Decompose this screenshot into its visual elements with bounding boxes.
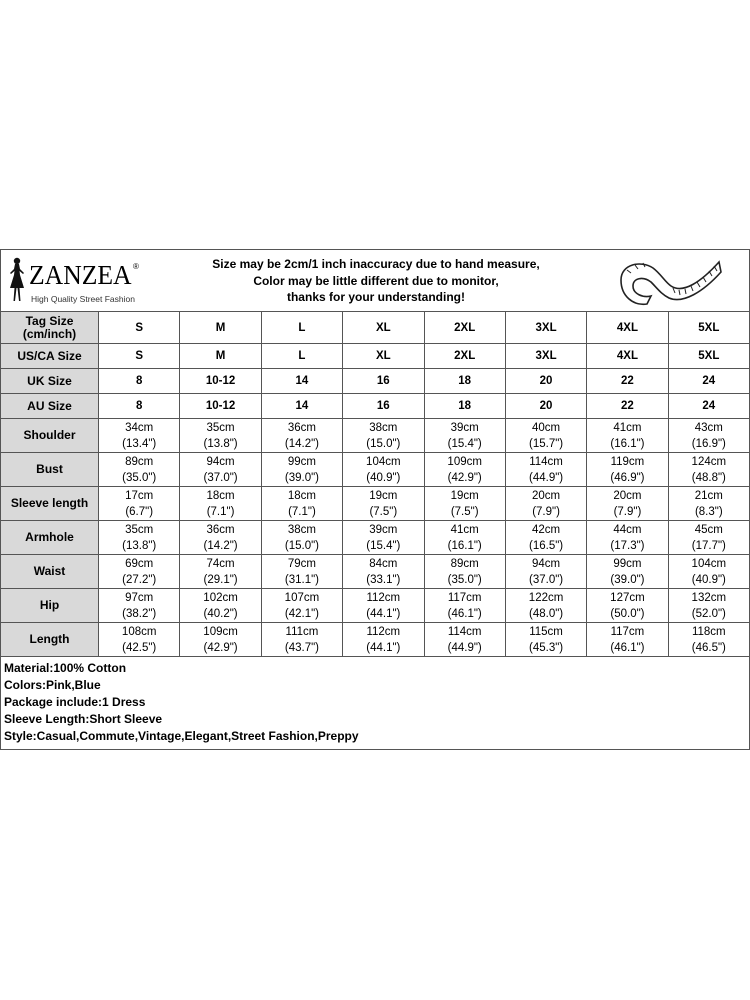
- inch-value: (35.0"): [447, 573, 482, 586]
- measurement-cell: [180, 555, 261, 589]
- inch-value: (39.0"): [610, 573, 645, 586]
- size-row: [1, 394, 750, 419]
- cm-value: 21cm: [694, 489, 723, 502]
- size-cell: XL: [343, 312, 424, 344]
- measurement-cell: [343, 555, 424, 589]
- inch-value: (46.9"): [610, 471, 645, 484]
- cm-value: 117cm: [610, 625, 645, 638]
- row-label: Shoulder: [1, 419, 99, 453]
- measurement-cell: [261, 555, 342, 589]
- measurement-cell: [587, 521, 668, 555]
- measurement-cell: [180, 521, 261, 555]
- inch-value: (7.9"): [532, 505, 560, 518]
- measurement-cell: [424, 589, 505, 623]
- inch-value: (6.7"): [125, 505, 154, 518]
- cm-value: 132cm: [691, 591, 727, 604]
- inch-value: (7.5"): [369, 505, 398, 518]
- inch-value: (15.4"): [366, 539, 401, 552]
- row-label: AU Size: [1, 394, 99, 419]
- inch-value: (14.2"): [203, 539, 238, 552]
- cm-value: 44cm: [613, 523, 642, 536]
- inch-value: (45.3"): [529, 641, 564, 654]
- measurement-cell: [668, 521, 749, 555]
- cm-value: 19cm: [450, 489, 479, 502]
- measurement-cell: [99, 521, 180, 555]
- inch-value: (8.3"): [694, 505, 723, 518]
- size-row: [1, 369, 750, 394]
- inch-value: (17.7"): [691, 539, 726, 552]
- cm-value: 94cm: [206, 455, 235, 468]
- measurement-cell: [668, 555, 749, 589]
- notice-line-3: thanks for your understanding!: [286, 290, 465, 304]
- inch-value: (7.5"): [450, 505, 479, 518]
- inch-value: (48.8"): [691, 471, 726, 484]
- measurement-cell: [505, 521, 586, 555]
- measurement-cell: [424, 623, 505, 657]
- measurement-cell: [180, 589, 261, 623]
- cm-value: 107cm: [284, 591, 320, 604]
- size-cell: 22: [587, 394, 668, 419]
- measurement-cell: [668, 453, 749, 487]
- measurement-cell: [261, 487, 342, 521]
- size-cell: 5XL: [668, 344, 749, 369]
- row-label: Sleeve length: [1, 487, 99, 521]
- inch-value: (13.8"): [203, 437, 238, 450]
- size-cell: L: [261, 344, 342, 369]
- detail-style: Style:Casual,Commute,Vintage,Elegant,Street Fashion,Preppy: [4, 729, 359, 743]
- inch-value: (15.0"): [284, 539, 319, 552]
- measurement-row: [1, 623, 750, 657]
- measurement-cell: [261, 589, 342, 623]
- cm-value: 99cm: [613, 557, 642, 570]
- measurement-cell: [343, 487, 424, 521]
- size-cell: 4XL: [587, 312, 668, 344]
- measurement-cell: [99, 419, 180, 453]
- inch-value: (44.1"): [366, 607, 401, 620]
- cm-value: 99cm: [287, 455, 316, 468]
- size-cell: 8: [99, 369, 180, 394]
- measurement-cell: [261, 623, 342, 657]
- woman-silhouette-icon: [5, 256, 29, 304]
- cm-value: 97cm: [125, 591, 154, 604]
- cm-value: 89cm: [125, 455, 154, 468]
- measurement-cell: [587, 555, 668, 589]
- cm-value: 104cm: [691, 557, 727, 570]
- inch-value: (42.5"): [122, 641, 157, 654]
- row-label: Bust: [1, 453, 99, 487]
- cm-value: 89cm: [450, 557, 479, 570]
- measurement-cell: [505, 555, 586, 589]
- inch-value: (40.9"): [366, 471, 401, 484]
- size-cell: 2XL: [424, 344, 505, 369]
- inch-value: (7.9"): [613, 505, 642, 518]
- size-cell: 8: [99, 394, 180, 419]
- row-label: Armhole: [1, 521, 99, 555]
- measurement-cell: [261, 419, 342, 453]
- inch-value: (37.0"): [529, 573, 564, 586]
- cm-value: 127cm: [610, 591, 645, 604]
- measurement-cell: [343, 589, 424, 623]
- brand-tagline: High Quality Street Fashion: [31, 294, 135, 304]
- inch-value: (7.1"): [206, 505, 235, 518]
- cm-value: 69cm: [125, 557, 154, 570]
- cm-value: 111cm: [285, 625, 319, 638]
- cm-value: 112cm: [366, 591, 401, 604]
- inch-value: (16.9"): [691, 437, 726, 450]
- notice-line-1: Size may be 2cm/1 inch inaccuracy due to hand measure,: [212, 257, 540, 271]
- cm-value: 79cm: [287, 557, 316, 570]
- inch-value: (16.1"): [447, 539, 482, 552]
- size-cell: 10-12: [180, 369, 261, 394]
- cm-value: 45cm: [694, 523, 723, 536]
- measurement-cell: [668, 623, 749, 657]
- cm-value: 39cm: [369, 523, 398, 536]
- row-label: Tag Size (cm/inch): [1, 312, 99, 344]
- detail-package: Package include:1 Dress: [4, 695, 146, 709]
- measurement-cell: [587, 453, 668, 487]
- cm-value: 35cm: [206, 421, 235, 434]
- measurement-cell: [505, 419, 586, 453]
- cm-value: 42cm: [532, 523, 561, 536]
- measurement-cell: [505, 487, 586, 521]
- size-cell: 22: [587, 369, 668, 394]
- measurement-cell: [424, 487, 505, 521]
- size-cell: 4XL: [587, 344, 668, 369]
- size-cell: 18: [424, 394, 505, 419]
- cm-value: 109cm: [447, 455, 482, 468]
- cm-value: 114cm: [447, 625, 482, 638]
- inch-value: (44.9"): [447, 641, 482, 654]
- size-cell: 10-12: [180, 394, 261, 419]
- inch-value: (37.0"): [203, 471, 238, 484]
- measurement-cell: [668, 419, 749, 453]
- inch-value: (7.1"): [288, 505, 316, 518]
- inch-value: (27.2"): [122, 573, 157, 586]
- size-cell: 14: [261, 394, 342, 419]
- inch-value: (44.9"): [529, 471, 564, 484]
- cm-value: 114cm: [529, 455, 563, 468]
- inch-value: (40.9"): [691, 573, 726, 586]
- inch-value: (42.1"): [284, 607, 319, 620]
- measurement-row: [1, 419, 750, 453]
- detail-material: Material:100% Cotton: [4, 661, 127, 675]
- cm-value: 35cm: [125, 523, 154, 536]
- size-cell: 24: [668, 394, 749, 419]
- measurement-cell: [99, 623, 180, 657]
- size-cell: M: [180, 312, 261, 344]
- measuring-tape-icon: [613, 252, 723, 308]
- measurement-row: [1, 453, 750, 487]
- inch-value: (15.7"): [529, 437, 564, 450]
- size-cell: S: [99, 344, 180, 369]
- measurement-notice: [166, 256, 586, 306]
- measurement-cell: [261, 521, 342, 555]
- cm-value: 115cm: [529, 625, 563, 638]
- chart-header: [0, 249, 750, 311]
- measurement-cell: [180, 419, 261, 453]
- cm-value: 20cm: [532, 489, 561, 502]
- notice-line-2: Color may be little different due to monitor,: [253, 273, 499, 288]
- measurement-cell: [587, 623, 668, 657]
- measurement-cell: [180, 487, 261, 521]
- cm-value: 112cm: [366, 625, 401, 638]
- size-cell: 20: [505, 369, 586, 394]
- cm-value: 36cm: [287, 421, 316, 434]
- inch-value: (33.1"): [366, 573, 401, 586]
- size-chart-sheet: [0, 249, 750, 750]
- inch-value: (40.2"): [203, 607, 238, 620]
- measurement-cell: [343, 521, 424, 555]
- measurement-cell: [343, 419, 424, 453]
- row-label: UK Size: [1, 369, 99, 394]
- size-cell: 3XL: [505, 312, 586, 344]
- product-details: [0, 657, 750, 750]
- cm-value: 102cm: [203, 591, 238, 604]
- registered-mark: ®: [133, 262, 139, 271]
- inch-value: (15.4"): [447, 437, 482, 450]
- measurement-cell: [668, 487, 749, 521]
- size-cell: M: [180, 344, 261, 369]
- inch-value: (13.8"): [122, 539, 157, 552]
- cm-value: 94cm: [532, 557, 561, 570]
- inch-value: (15.0"): [366, 437, 401, 450]
- cm-value: 36cm: [206, 523, 235, 536]
- inch-value: (16.1"): [610, 437, 645, 450]
- inch-value: (17.3"): [610, 539, 645, 552]
- inch-value: (31.1"): [284, 573, 319, 586]
- measurement-cell: [180, 453, 261, 487]
- cm-value: 119cm: [610, 455, 645, 468]
- inch-value: (46.1"): [610, 641, 645, 654]
- inch-value: (35.0"): [122, 471, 157, 484]
- measurement-cell: [343, 453, 424, 487]
- inch-value: (48.0"): [529, 607, 564, 620]
- inch-value: (42.9"): [447, 471, 482, 484]
- cm-value: 122cm: [528, 591, 564, 604]
- inch-value: (29.1"): [203, 573, 238, 586]
- brand-logo: [5, 256, 155, 306]
- cm-value: 40cm: [532, 421, 561, 434]
- measurement-row: [1, 487, 750, 521]
- size-cell: 3XL: [505, 344, 586, 369]
- inch-value: (43.7"): [284, 641, 319, 654]
- cm-value: 38cm: [369, 421, 398, 434]
- inch-value: (50.0"): [610, 607, 645, 620]
- measurement-cell: [261, 453, 342, 487]
- row-label: Waist: [1, 555, 99, 589]
- measurement-row: [1, 521, 750, 555]
- size-cell: 5XL: [668, 312, 749, 344]
- inch-value: (39.0"): [284, 471, 319, 484]
- cm-value: 41cm: [450, 523, 479, 536]
- brand-name: ZANZEA: [29, 260, 132, 290]
- measurement-cell: [424, 555, 505, 589]
- inch-value: (42.9"): [203, 641, 238, 654]
- cm-value: 39cm: [450, 421, 479, 434]
- measurement-cell: [99, 487, 180, 521]
- cm-value: 38cm: [287, 523, 316, 536]
- measurement-cell: [587, 487, 668, 521]
- cm-value: 34cm: [125, 421, 154, 434]
- row-label: US/CA Size: [1, 344, 99, 369]
- cm-value: 109cm: [203, 625, 238, 638]
- cm-value: 18cm: [206, 489, 235, 502]
- cm-value: 117cm: [447, 591, 482, 604]
- cm-value: 19cm: [369, 489, 398, 502]
- inch-value: (44.1"): [366, 641, 401, 654]
- size-cell: 18: [424, 369, 505, 394]
- measurement-cell: [668, 589, 749, 623]
- measurement-cell: [505, 623, 586, 657]
- size-cell: XL: [343, 344, 424, 369]
- size-cell: S: [99, 312, 180, 344]
- row-label: Length: [1, 623, 99, 657]
- cm-value: 118cm: [691, 625, 726, 638]
- size-cell: 24: [668, 369, 749, 394]
- cm-value: 124cm: [691, 455, 727, 468]
- inch-value: (52.0"): [691, 607, 726, 620]
- cm-value: 20cm: [613, 489, 642, 502]
- cm-value: 84cm: [369, 557, 398, 570]
- inch-value: (46.5"): [691, 641, 726, 654]
- size-row: [1, 312, 750, 344]
- cm-value: 41cm: [613, 421, 642, 434]
- size-table: [0, 311, 750, 657]
- measurement-cell: [99, 589, 180, 623]
- inch-value: (14.2"): [284, 437, 319, 450]
- measurement-cell: [587, 589, 668, 623]
- cm-value: 104cm: [366, 455, 401, 468]
- cm-value: 17cm: [125, 489, 154, 502]
- size-cell: 14: [261, 369, 342, 394]
- size-cell: 16: [343, 369, 424, 394]
- cm-value: 74cm: [206, 557, 235, 570]
- measurement-cell: [424, 453, 505, 487]
- measurement-cell: [99, 555, 180, 589]
- measurement-cell: [587, 419, 668, 453]
- measurement-row: [1, 589, 750, 623]
- size-cell: L: [261, 312, 342, 344]
- inch-value: (13.4"): [122, 437, 157, 450]
- measurement-cell: [424, 521, 505, 555]
- cm-value: 43cm: [694, 421, 723, 434]
- size-cell: 16: [343, 394, 424, 419]
- measurement-cell: [99, 453, 180, 487]
- detail-colors: Colors:Pink,Blue: [4, 678, 101, 692]
- measurement-cell: [505, 453, 586, 487]
- measurement-cell: [424, 419, 505, 453]
- size-cell: 2XL: [424, 312, 505, 344]
- detail-sleeve-length: Sleeve Length:Short Sleeve: [4, 712, 163, 726]
- cm-value: 108cm: [121, 625, 157, 638]
- measurement-cell: [505, 589, 586, 623]
- size-row: [1, 344, 750, 369]
- inch-value: (46.1"): [447, 607, 482, 620]
- measurement-cell: [180, 623, 261, 657]
- size-cell: 20: [505, 394, 586, 419]
- row-label: Hip: [1, 589, 99, 623]
- measurement-cell: [343, 623, 424, 657]
- cm-value: 18cm: [287, 489, 316, 502]
- measurement-row: [1, 555, 750, 589]
- inch-value: (16.5"): [529, 539, 564, 552]
- inch-value: (38.2"): [122, 607, 157, 620]
